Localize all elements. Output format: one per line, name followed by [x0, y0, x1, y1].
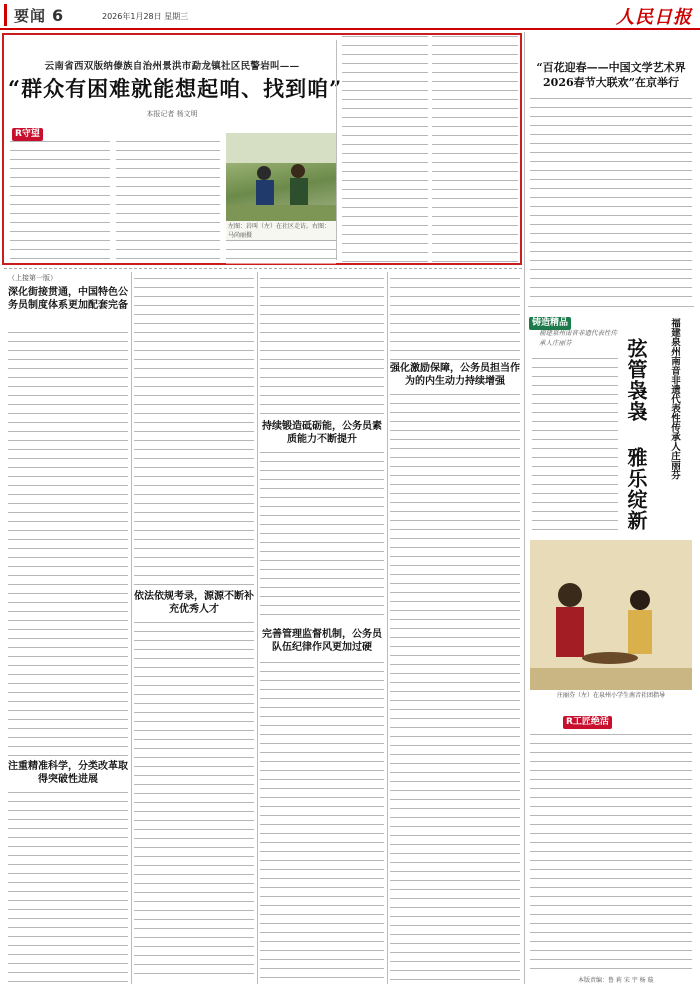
lead-headline[interactable]: “群众有困难就能想起咱、找到咱”: [8, 76, 343, 101]
body-col-b2: [134, 622, 254, 982]
body-col-d: [390, 278, 520, 360]
lead-body-col-3: [226, 240, 336, 264]
subhead-1[interactable]: 深化街接贯通，中国特色公务员制度体系更加配套完备: [8, 287, 128, 311]
column-divider: [387, 272, 388, 984]
header-rule: [0, 28, 700, 30]
body-col-d2: [390, 394, 520, 982]
lead-byline: 本报记者 杨文明: [146, 110, 198, 118]
vertical-subtitle: 福建泉州南音非遗代表性传承人庄丽芬: [669, 318, 680, 480]
subhead-3[interactable]: 依法依规考录，源源不断补充优秀人才: [134, 591, 254, 615]
section-tab: [4, 4, 104, 26]
subhead-4[interactable]: 持续锻造砥砺能，公务员素质能力不断提升: [262, 421, 382, 445]
subhead-6[interactable]: 完善管理监督机制，公务员队伍纪律作风更加过硬: [262, 629, 382, 653]
lead-column-divider: [336, 40, 337, 260]
story-photo-illustration: [530, 540, 692, 690]
lead-body-col-1: [10, 141, 110, 261]
story-title: 福建泉州南音非遗代表性传承人庄丽芬: [539, 329, 617, 347]
side-label: R工匠绝活: [563, 716, 612, 729]
subhead-2[interactable]: 注重精准科学，分类改革取得突破性进展: [8, 761, 128, 785]
body-col-c3: [260, 662, 384, 982]
lead-body-col-5: [432, 36, 518, 262]
column-divider: [257, 272, 258, 984]
continued-tag: （上接第一版）: [8, 274, 57, 282]
lead-body-col-2: [116, 141, 220, 261]
lead-separator: [4, 268, 522, 269]
right-divider: [524, 32, 525, 984]
body-col-c2: [260, 452, 384, 622]
column-divider: [131, 272, 132, 984]
newspaper-logo: 人民日报: [616, 7, 692, 28]
right-separator: [528, 306, 694, 307]
body-col-c: [260, 278, 384, 418]
subhead-5[interactable]: 强化激励保障，公务员担当作为的内生动力持续增强: [390, 363, 520, 387]
lead-photo-illustration: [226, 133, 336, 221]
body-col-b: [134, 278, 254, 588]
body-col-a: [8, 332, 128, 757]
story-body: [532, 358, 618, 530]
section-name: 要闻: [14, 6, 47, 25]
box-label-text: 铸造精品: [529, 317, 571, 330]
page-number: 6: [52, 5, 64, 25]
lead-body-col-4: [342, 36, 428, 262]
right-body: [530, 98, 692, 303]
column-label-shouwang: R守望: [12, 128, 43, 141]
page-header: [0, 0, 700, 30]
story-photo: [530, 540, 692, 690]
lead-photo-caption: 左图：岩叫（左）在社区走访。右图：马尚丽摄: [226, 221, 336, 241]
body-col-a2: [8, 792, 128, 982]
lead-photo: [226, 133, 336, 221]
issue-date: 2026年1月28日 星期三: [102, 12, 189, 21]
lead-kicker: 云南省西双版纳傣族自治州景洪市勐龙镇社区民警岩叫——: [44, 61, 300, 72]
right-lower-body: [530, 734, 692, 970]
right-headline[interactable]: “百花迎春——中国文学艺术界2026春节大联欢”在京举行: [536, 61, 686, 89]
editors-credit: 本版责编：鲁 莉 宋 宇 杨 璇: [578, 977, 654, 984]
vertical-headline[interactable]: 弦管袅袅 雅乐绽新: [624, 338, 648, 531]
story-photo-caption: 庄丽芬（左）在泉州小学生南音社团指导: [556, 692, 665, 699]
